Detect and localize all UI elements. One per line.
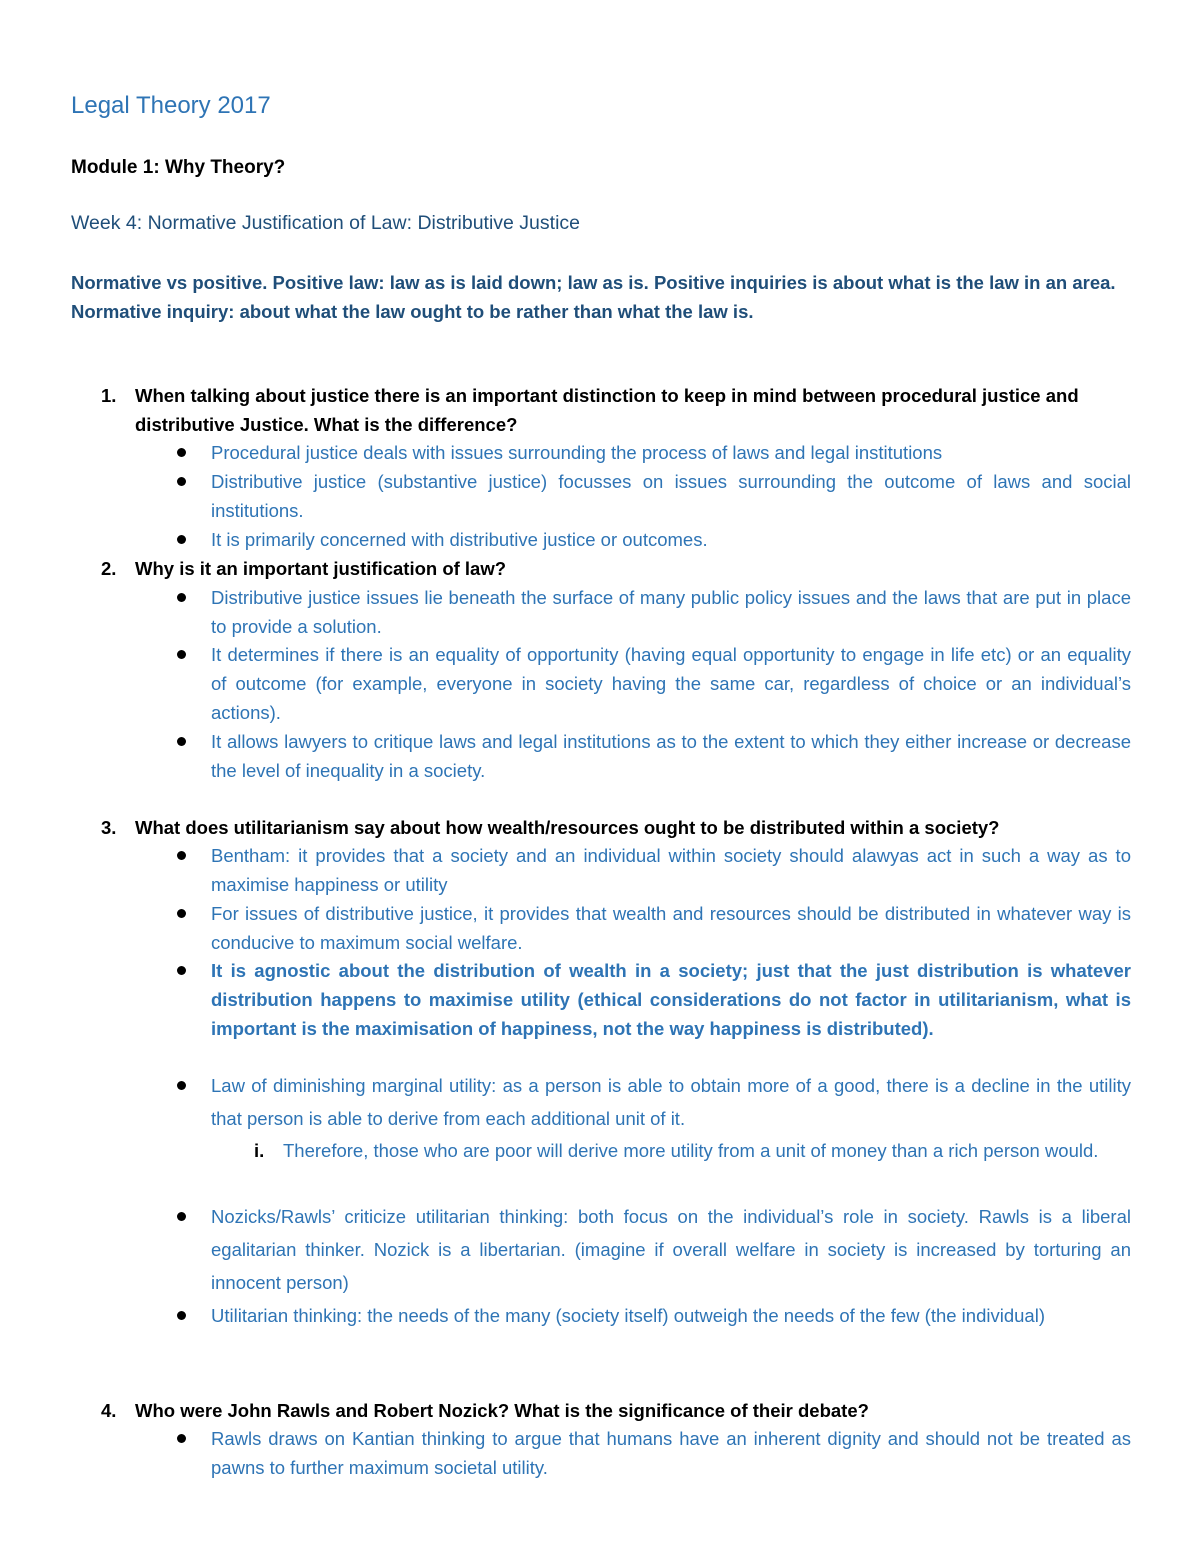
question-3 — [71, 813, 1131, 842]
question-text: Who were John Rawls and Robert Nozick? What is the significance of their debate? — [135, 1400, 869, 1421]
bullet-icon — [177, 448, 186, 457]
bullet-text: Nozicks/Rawls’ criticize utilitarian thinking: both focus on the individual’s role in society. Rawls is a liberal egalitarian thinker. Nozick is a libertarian. (imagine if overall welfare in society is increased by torturing an innocent person) — [211, 1206, 1131, 1293]
bullet-text: Law of diminishing marginal utility: as a person is able to obtain more of a good, there is a decline in the utility that person is able to derive from each additional unit of it. — [211, 1075, 1131, 1129]
bullet-text: Bentham: it provides that a society and an individual within society should alawyas act in such a way as to maximise happiness or utility — [211, 845, 1131, 895]
bullet-item — [71, 640, 1131, 727]
bullet-icon — [177, 1311, 186, 1320]
bullet-item — [71, 467, 1131, 525]
bullet-text: It is agnostic about the distribution of wealth in a society; just that the just distribution is whatever distribution happens to maximise utility (ethical considerations do not factor in utilitarianism, what is important is the maximisation of happiness, not the way happiness is distributed). — [211, 960, 1131, 1039]
bullet-text: Rawls draws on Kantian thinking to argue that humans have an inherent dignity and should not be treated as pawns to further maximum societal utility. — [211, 1428, 1131, 1478]
bullet-item — [71, 1069, 1131, 1135]
bullet-text: It allows lawyers to critique laws and legal institutions as to the extent to which they either increase or decrease the level of inequality in a society. — [211, 731, 1131, 781]
bullet-item — [71, 438, 1131, 467]
bullet-icon — [177, 1212, 186, 1221]
question-text: When talking about justice there is an important distinction to keep in mind between procedural justice and distributive Justice. What is the difference? — [135, 385, 1079, 435]
bullet-text: Distributive justice (substantive justice) focusses on issues surrounding the outcome of laws and social institutions. — [211, 471, 1131, 521]
sub-item — [71, 1134, 1131, 1167]
intro-paragraph — [71, 268, 1131, 326]
question-2 — [71, 554, 1131, 583]
intro-line-normative: Normative inquiry: about what the law ought to be rather than what the law is. — [71, 301, 754, 322]
document-title: Legal Theory 2017 — [71, 92, 271, 119]
bullet-text: Utilitarian thinking: the needs of the many (society itself) outweigh the needs of the few (the individual) — [211, 1305, 1045, 1326]
sub-item-marker: i. — [254, 1140, 265, 1161]
bullet-icon — [177, 650, 186, 659]
bullet-icon — [177, 737, 186, 746]
question-number: 4. — [101, 1400, 117, 1421]
sub-item-text: Therefore, those who are poor will derive more utility from a unit of money than a rich person would. — [283, 1140, 1099, 1161]
bullet-icon — [177, 909, 186, 918]
question-number: 2. — [101, 558, 117, 579]
bullet-text: It is primarily concerned with distributive justice or outcomes. — [211, 529, 708, 550]
bullet-icon — [177, 966, 186, 975]
bullet-item — [71, 1424, 1131, 1482]
bullet-item — [71, 583, 1131, 641]
bullet-icon — [177, 1081, 186, 1090]
bullet-icon — [177, 851, 186, 860]
intro-line-positive: Normative vs positive. Positive law: law as is laid down; law as is. Positive inquiries is about what is the law in an area. — [71, 272, 1116, 293]
question-number: 1. — [101, 385, 117, 406]
question-1 — [71, 381, 1131, 439]
question-text: What does utilitarianism say about how wealth/resources ought to be distributed within a society? — [135, 817, 1000, 838]
bullet-text: For issues of distributive justice, it provides that wealth and resources should be distributed in whatever way is conducive to maximum social welfare. — [211, 903, 1131, 953]
bullet-icon — [177, 1434, 186, 1443]
bullet-item — [71, 841, 1131, 899]
bullet-text: Distributive justice issues lie beneath the surface of many public policy issues and the laws that are put in place to provide a solution. — [211, 587, 1131, 637]
bullet-icon — [177, 535, 186, 544]
module-heading: Module 1: Why Theory? — [71, 157, 286, 178]
bullet-text: Procedural justice deals with issues surrounding the process of laws and legal institutions — [211, 442, 943, 463]
bullet-item — [71, 727, 1131, 785]
bullet-item — [71, 1299, 1131, 1332]
bullet-icon — [177, 477, 186, 486]
bullet-text: It determines if there is an equality of opportunity (having equal opportunity to engage in life etc) or an equality of outcome (for example, everyone in society having the same car, regardless of choice or an individual’s actions). — [211, 644, 1131, 723]
bullet-item — [71, 1200, 1131, 1299]
bullet-item — [71, 525, 1131, 554]
week-heading: Week 4: Normative Justification of Law: Distributive Justice — [71, 212, 580, 234]
question-4 — [71, 1396, 1131, 1425]
question-number: 3. — [101, 817, 117, 838]
question-text: Why is it an important justification of law? — [135, 558, 507, 579]
bullet-icon — [177, 593, 186, 602]
bullet-item — [71, 956, 1131, 1043]
bullet-item — [71, 899, 1131, 957]
